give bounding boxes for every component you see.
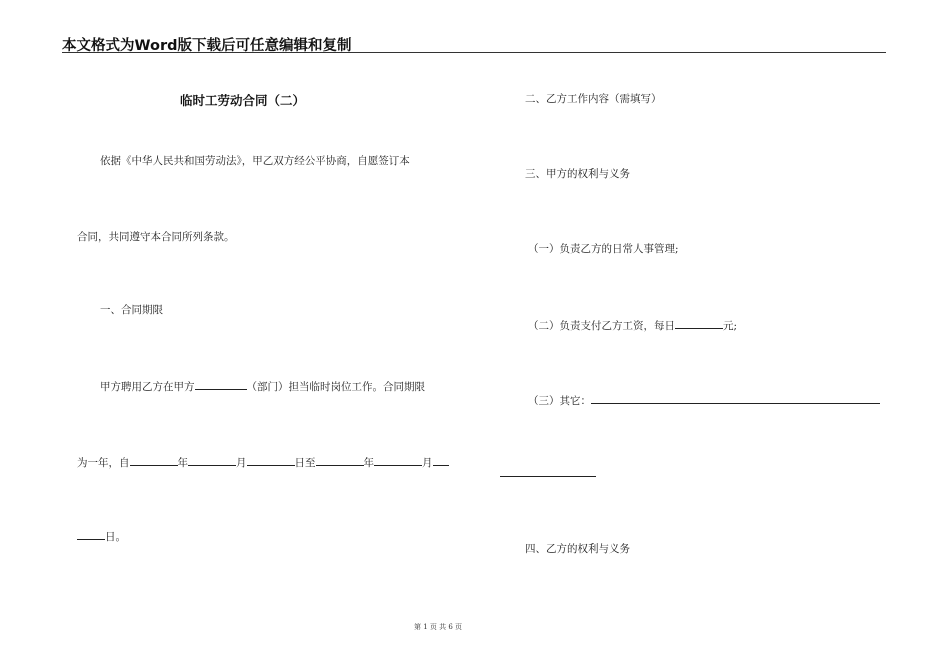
party-a-item-1: （一）负责乙方的日常人事管理; xyxy=(528,243,679,255)
other-terms-blank xyxy=(591,392,880,404)
department-blank xyxy=(195,378,247,390)
start-month-blank xyxy=(188,454,236,466)
start-day-blank xyxy=(247,454,295,466)
year-unit-2: 年 xyxy=(363,457,374,469)
document-banner: 本文格式为Word版下载后可任意编辑和复制 xyxy=(62,38,352,54)
end-day-blank xyxy=(77,528,105,540)
period-prefix: 为一年，自 xyxy=(77,457,130,469)
term-text-b: （部门）担当临时岗位工作。合同期限 xyxy=(246,381,425,393)
contract-term-line-1 xyxy=(100,378,425,394)
daily-wage-blank xyxy=(675,317,723,329)
section-heading-work-content: 二、乙方工作内容（需填写） xyxy=(525,93,662,105)
start-year-blank xyxy=(130,454,178,466)
intro-paragraph-line-2: 合同，共同遵守本合同所列条款。 xyxy=(77,231,235,243)
end-day-blank-start xyxy=(433,454,449,466)
section-heading-party-b-rights: 四、乙方的权利与义务 xyxy=(525,543,630,555)
page-number: 第 1 页 共 6 页 xyxy=(414,623,463,631)
document-title: 临时工劳动合同（二） xyxy=(180,93,306,108)
party-a-item-2 xyxy=(528,317,737,333)
day-to-unit: 日至 xyxy=(294,457,316,469)
section-heading-party-a-rights: 三、甲方的权利与义务 xyxy=(525,168,630,180)
month-unit: 月 xyxy=(236,457,247,469)
contract-period-line xyxy=(77,454,449,470)
month-unit-2: 月 xyxy=(422,457,433,469)
contract-period-end-line xyxy=(77,528,126,544)
item2-prefix: （二）负责支付乙方工资，每日 xyxy=(528,320,675,332)
period-end-suffix: 日。 xyxy=(105,531,126,543)
party-a-item-3 xyxy=(528,392,880,408)
item2-suffix: 元; xyxy=(723,320,738,332)
other-terms-blank-continuation xyxy=(500,476,596,477)
intro-paragraph-line-1: 依据《中华人民共和国劳动法》，甲乙双方经公平协商，自愿签订本 xyxy=(100,155,410,167)
item3-prefix: （三）其它： xyxy=(528,395,591,407)
section-heading-contract-term: 一、合同期限 xyxy=(100,304,163,316)
end-year-blank xyxy=(316,454,364,466)
term-text-a: 甲方聘用乙方在甲方 xyxy=(100,381,195,393)
year-unit: 年 xyxy=(177,457,188,469)
end-month-blank xyxy=(374,454,422,466)
header-divider xyxy=(62,52,886,53)
